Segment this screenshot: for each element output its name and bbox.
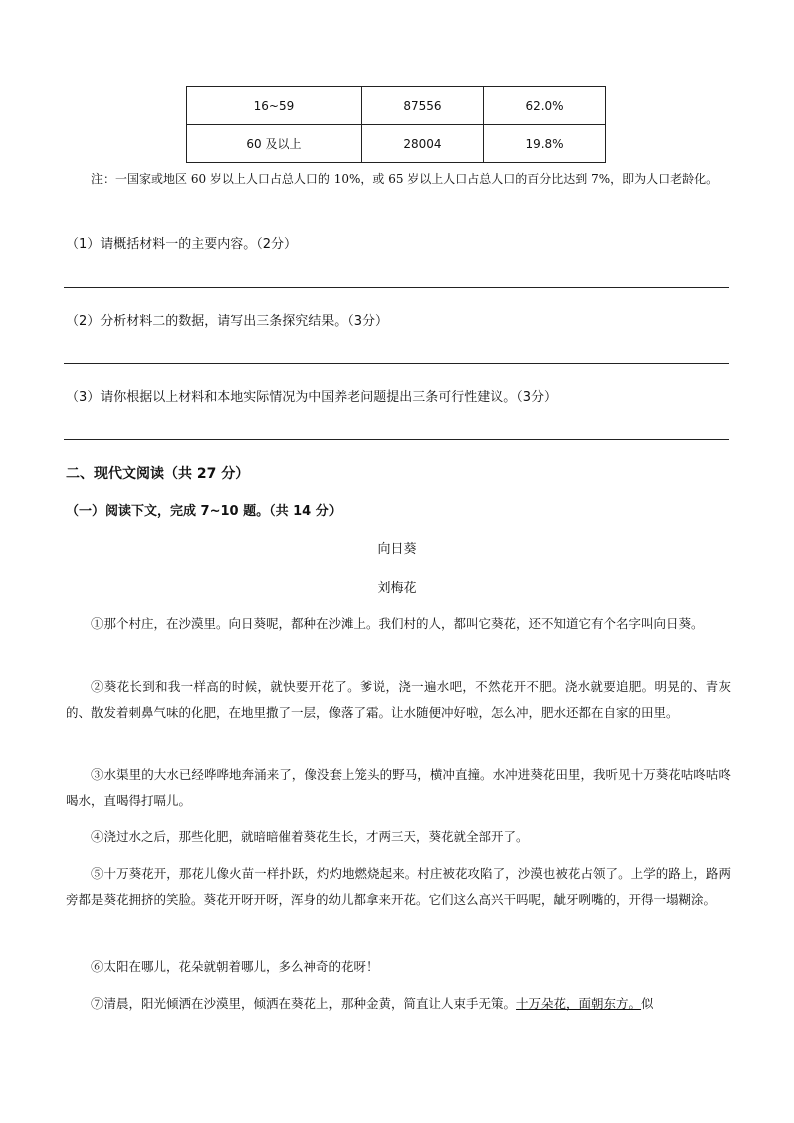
table-note: 注：一国家或地区 60 岁以上人口占总人口的 10%，或 65 岁以上人口占总人口的百分比达到 7%，即为人口老龄化。 [91,172,719,186]
answer-line [64,287,729,288]
paragraph-4: ④浇过水之后，那些化肥，就暗暗催着葵花生长，才两三天，葵花就全部开了。 [91,829,529,844]
article-author: 刘梅花 [377,581,417,596]
underlined-sentence: 十万朵花，面朝东方。 [516,996,642,1011]
question-2: （2）分析材料二的数据，请写出三条探究结果。（3分） [66,314,389,329]
table-cell: 62.0% [484,87,606,125]
paragraph-1: ①那个村庄，在沙漠里。向日葵呢，都种在沙滩上。我们村的人，都叫它葵花，还不知道它有个名字叫向日葵。 [91,616,704,631]
paragraph-3: ③水渠里的大水已经哗哗地奔涌来了，像没套上笼头的野马，横冲直撞。水冲进葵花田里，我听见十万葵花咕咚咕咚喝水，直喝得打嗝儿。 [66,767,731,808]
article-title: 向日葵 [377,542,417,557]
paragraph-5: ⑤十万葵花开，那花儿像火苗一样扑跃，灼灼地燃烧起来。村庄被花攻陷了，沙漠也被花占领了。上学的路上，路两旁都是葵花拥挤的笑脸。葵花开呀开呀，浑身的幼儿都拿来开花。它们这么高兴干吗呢，龇牙咧嘴的，开得一塌糊涂。 [66,866,731,907]
question-3: （3）请你根据以上材料和本地实际情况为中国养老问题提出三条可行性建议。（3分） [66,390,558,405]
table-cell: 60 及以上 [187,125,362,163]
paragraph-6: ⑥太阳在哪儿，花朵就朝着哪儿，多么神奇的花呀！ [91,959,379,974]
table-row [187,125,606,163]
table-cell: 87556 [361,87,483,125]
subsection-title: （一）阅读下文，完成 7~10 题。（共 14 分） [66,504,342,519]
paragraph-7: ⑦清晨，阳光倾洒在沙漠里，倾洒在葵花上，那种金黄，简直让人束手无策。十万朵花，面朝东方。似 [91,996,654,1011]
paragraph-2: ②葵花长到和我一样高的时候，就快要开花了。爹说，浇一遍水吧，不然花开不肥。浇水就要追肥。明晃的、青灰的、散发着刺鼻气味的化肥，在地里撒了一层，像落了霜。让水随便冲好啦，怎么冲，肥水还都在自家的田里。 [66,679,731,720]
question-1: （1）请概括材料一的主要内容。（2分） [66,237,298,252]
section-title: 二、现代文阅读（共 27 分） [66,466,250,482]
table-cell: 16~59 [187,87,362,125]
answer-line [64,363,729,364]
table-cell: 28004 [361,125,483,163]
table-cell: 19.8% [484,125,606,163]
table-row [187,87,606,125]
answer-line [64,439,729,440]
population-table [186,86,606,163]
